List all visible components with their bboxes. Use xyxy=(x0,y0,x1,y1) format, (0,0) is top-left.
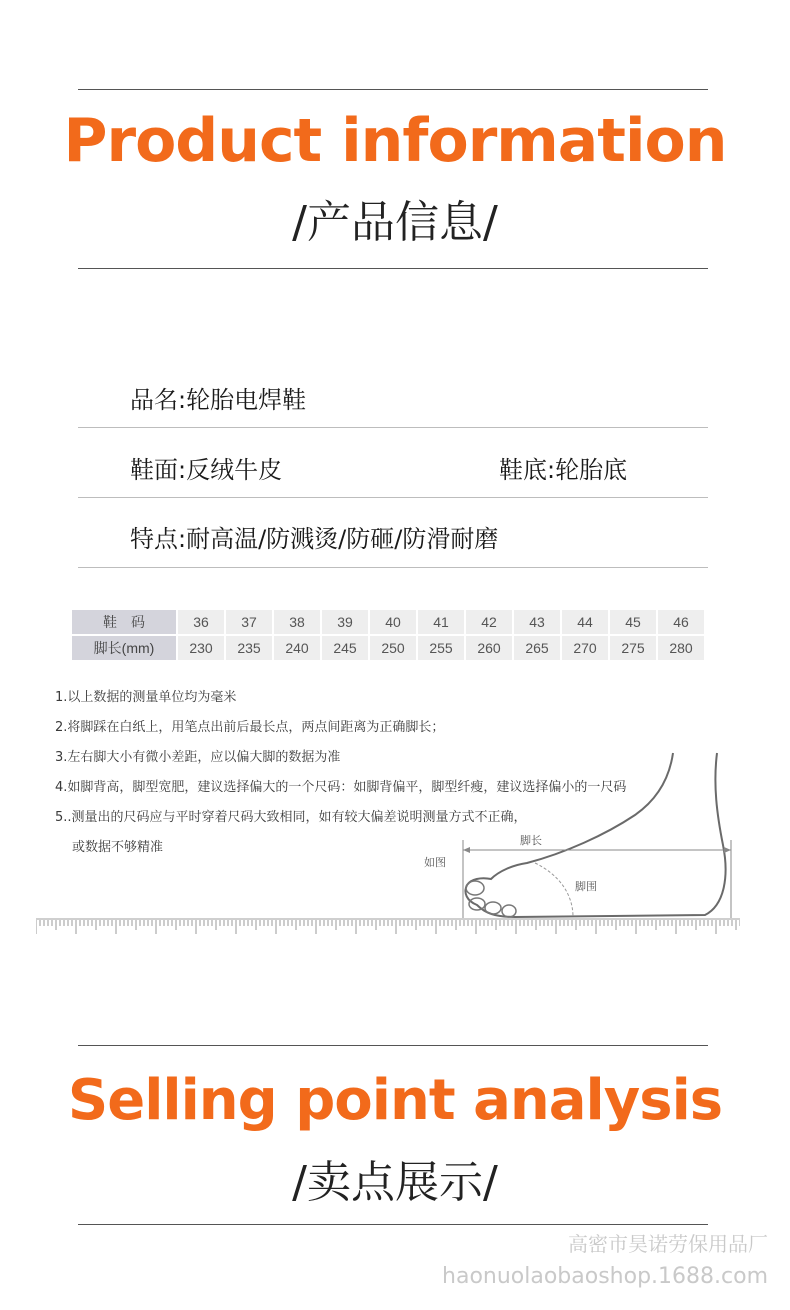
features-value: 耐高温/防溅烫/防砸/防滑耐磨 xyxy=(186,525,499,553)
upper-label: 鞋面: xyxy=(130,456,187,484)
foot-length-label: 脚长 xyxy=(520,834,542,847)
length-cell: 265 xyxy=(514,636,560,660)
size-cell: 39 xyxy=(322,610,368,634)
length-cell: 230 xyxy=(178,636,224,660)
length-cell: 255 xyxy=(418,636,464,660)
note-item: 2.将脚踩在白纸上，用笔点出前后最长点，两点间距离为正确脚长； xyxy=(55,720,445,735)
foot-girth-label: 脚围 xyxy=(575,880,597,893)
length-cell: 235 xyxy=(226,636,272,660)
selling-bottom-rule xyxy=(78,1224,708,1225)
product-name-label: 品名: xyxy=(130,386,187,414)
selling-title-en: Selling point analysis xyxy=(67,1068,723,1133)
note-item: 4.如脚背高，脚型宽肥，建议选择偏大的一个尺码：如脚背偏平，脚型纤瘦，建议选择偏小的一尺码 xyxy=(55,780,627,795)
size-cell: 45 xyxy=(610,610,656,634)
size-cell: 46 xyxy=(658,610,704,634)
note-item: 或数据不够精准 xyxy=(72,840,164,855)
length-cell: 260 xyxy=(466,636,512,660)
measuring-ruler xyxy=(36,914,740,934)
foot-length-row-header: 脚长(mm) xyxy=(72,636,176,660)
measurement-notes xyxy=(55,688,626,868)
size-cell: 42 xyxy=(466,610,512,634)
length-cell: 275 xyxy=(610,636,656,660)
watermark-company: 高密市昊诺劳保用品厂 xyxy=(568,1232,768,1256)
foot-length-row xyxy=(72,636,704,660)
selling-title-cn: /卖点展示/ xyxy=(292,1157,498,1208)
features-row xyxy=(130,519,498,554)
sole-value: 轮胎底 xyxy=(555,456,628,484)
product-info-title-en: Product information xyxy=(63,106,727,176)
details-divider-2 xyxy=(78,497,708,498)
watermark-url: haonuolaobaoshop.1688.com xyxy=(442,1264,768,1289)
length-cell: 240 xyxy=(274,636,320,660)
note-item: 5..测量出的尺码应与平时穿着尺码大致相同，如有较大偏差说明测量方式不正确， xyxy=(55,810,527,825)
size-cell: 36 xyxy=(178,610,224,634)
selling-top-rule xyxy=(78,1045,708,1046)
sole-material-row xyxy=(499,450,627,485)
size-cell: 37 xyxy=(226,610,272,634)
size-cell: 40 xyxy=(370,610,416,634)
size-cell: 41 xyxy=(418,610,464,634)
upper-material-row xyxy=(130,450,282,485)
product-name-value: 轮胎电焊鞋 xyxy=(186,386,307,414)
size-table xyxy=(70,608,706,662)
length-cell: 245 xyxy=(322,636,368,660)
length-cell: 270 xyxy=(562,636,608,660)
size-row xyxy=(72,610,704,634)
details-divider-3 xyxy=(78,567,708,568)
note-item: 1.以上数据的测量单位均为毫米 xyxy=(55,690,237,705)
sole-label: 鞋底: xyxy=(499,456,556,484)
note-item: 3.左右脚大小有微小差距，应以偏大脚的数据为准 xyxy=(55,750,341,765)
header-bottom-rule xyxy=(78,268,708,269)
features-label: 特点: xyxy=(130,525,187,553)
upper-value: 反绒牛皮 xyxy=(186,456,283,484)
size-row-header: 鞋 码 xyxy=(72,610,176,634)
product-name-row xyxy=(130,380,306,415)
size-cell: 43 xyxy=(514,610,560,634)
length-cell: 280 xyxy=(658,636,704,660)
as-shown-label: 如图 xyxy=(424,856,446,869)
details-divider-1 xyxy=(78,427,708,428)
size-cell: 38 xyxy=(274,610,320,634)
length-cell: 250 xyxy=(370,636,416,660)
product-info-title-cn: /产品信息/ xyxy=(292,197,498,248)
size-cell: 44 xyxy=(562,610,608,634)
top-rule xyxy=(78,89,708,90)
